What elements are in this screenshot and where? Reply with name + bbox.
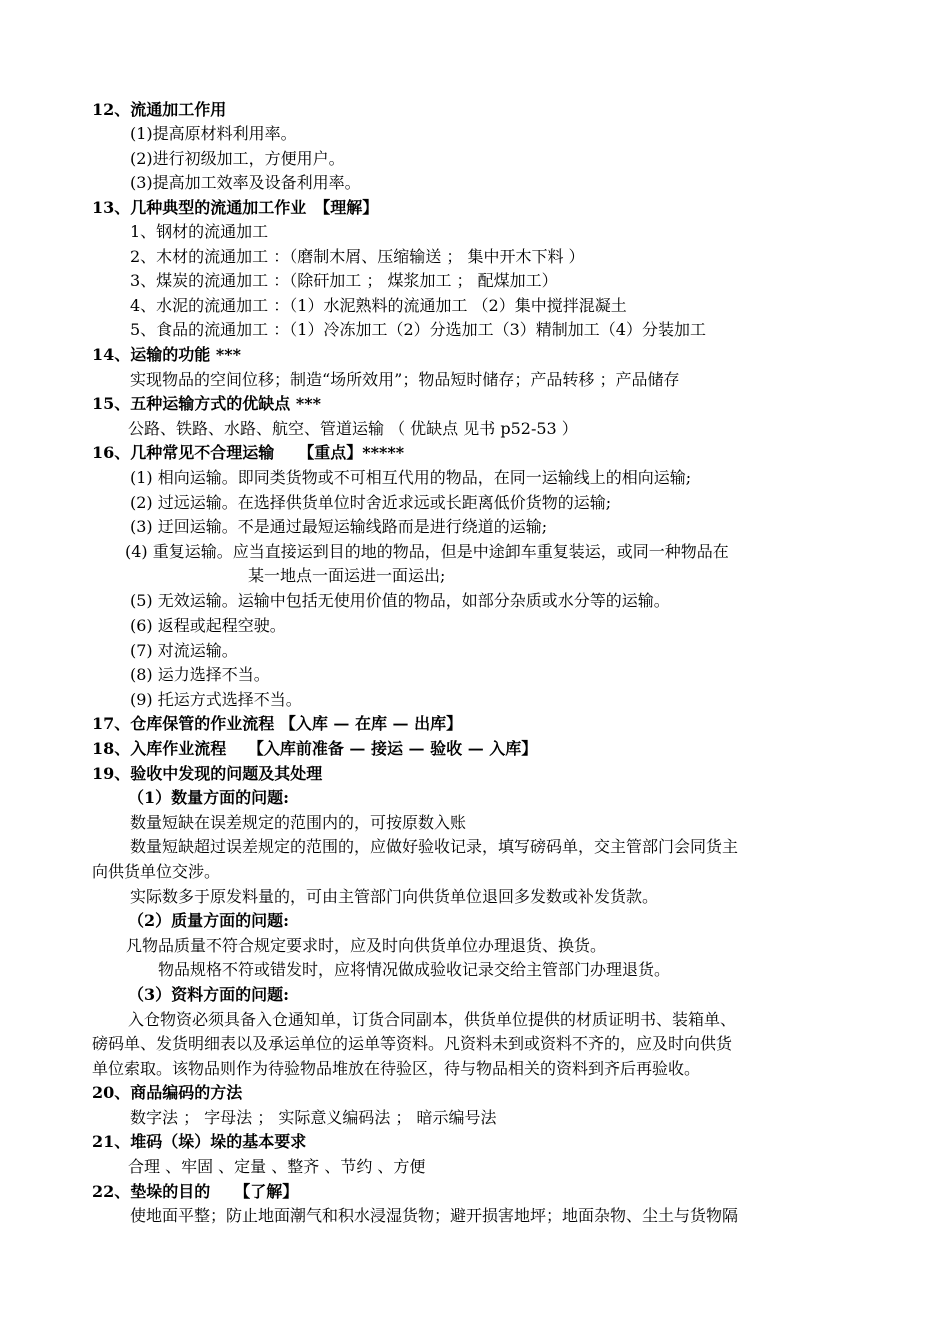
- text-line: (3) 迂回运输。不是通过最短运输线路而是进行绕道的运输;: [130, 517, 548, 536]
- text-line: (1)提高原材料利用率。: [130, 124, 297, 143]
- text-line: 入仓物资必须具备入仓通知单，订货合同副本，供货单位提供的材质证明书、装箱单、: [128, 1010, 737, 1029]
- text-line: (1) 相向运输。即同类货物或不可相互代用的物品，在同一运输线上的相向运输;: [130, 468, 692, 487]
- text-line: (6) 返程或起程空驶。: [130, 616, 286, 635]
- text-line: 2、木材的流通加工 ：（磨制木屑、压缩输送 ； 集中开木下料 ）: [130, 247, 585, 266]
- heading-17: 17、仓库保管的作业流程 【入库 — 在库 — 出库】: [92, 714, 463, 733]
- text-line: 数量短缺超过误差规定的范围的，应做好验收记录，填写磅码单，交主管部门会同货主: [130, 837, 739, 856]
- text-line: 凡物品质量不符合规定要求时，应及时向供货单位办理退货、换货。: [126, 936, 607, 955]
- text-line: 某一地点一面运进一面运出;: [248, 566, 446, 585]
- text-line: (2)进行初级加工，方便用户。: [130, 149, 345, 168]
- text-line: 数量短缺在误差规定的范围内的，可按原数入账: [130, 813, 467, 832]
- text-line: 合理 、牢固 、定量 、整齐 、节约 、方便: [128, 1157, 426, 1176]
- text-line: (9) 托运方式选择不当。: [130, 690, 302, 709]
- text-line: 5、食品的流通加工 ：（1）冷冻加工（2）分选加工（3）精制加工（4）分装加工: [130, 320, 706, 339]
- heading-13: 13、几种典型的流通加工作业 【理解】: [92, 198, 379, 217]
- heading-18: 18、入库作业流程 【入库前准备 — 接运 — 验收 — 入库】: [92, 739, 538, 758]
- heading-19: 19、验收中发现的问题及其处理: [92, 764, 323, 783]
- text-line: 实际数多于原发料量的，可由主管部门向供货单位退回多发数或补发货款。: [130, 887, 659, 906]
- text-line: (5) 无效运输。运输中包括无使用价值的物品，如部分杂质或水分等的运输。: [130, 591, 670, 610]
- heading-16: 16、几种常见不合理运输 【重点】*****: [92, 443, 405, 462]
- text-line: 3、煤炭的流通加工 ：（除矸加工 ； 煤浆加工 ； 配煤加工）: [130, 271, 558, 290]
- subheading-documents: （3）资料方面的问题:: [128, 985, 290, 1004]
- subheading-quantity: （1）数量方面的问题:: [128, 788, 290, 807]
- text-line: 单位索取。该物品则作为待验物品堆放在待验区，待与物品相关的资料到齐后再验收。: [92, 1059, 701, 1078]
- text-line: 4、水泥的流通加工 ：（1）水泥熟料的流通加工 （2）集中搅拌混凝土: [130, 296, 627, 315]
- text-line: 实现物品的空间位移；制造“场所效用”；物品短时储存；产品转移 ；产品储存: [130, 370, 680, 389]
- text-line: 使地面平整；防止地面潮气和积水浸湿货物；避开损害地坪；地面杂物、尘土与货物隔: [130, 1206, 739, 1225]
- text-line: (7) 对流运输。: [130, 641, 238, 660]
- heading-12: 12、流通加工作用: [92, 100, 227, 119]
- text-line: 磅码单、发货明细表以及承运单位的运单等资料。凡资料未到或资料不齐的，应及时向供货: [92, 1034, 733, 1053]
- text-line: 物品规格不符或错发时，应将情况做成验收记录交给主管部门办理退货。: [158, 960, 671, 979]
- text-line: 1、钢材的流通加工: [130, 222, 269, 241]
- text-line: 数字法 ； 字母法 ； 实际意义编码法 ； 暗示编号法: [130, 1108, 497, 1127]
- heading-21: 21、堆码（垛）垛的基本要求: [92, 1132, 307, 1151]
- text-line: (3)提高加工效率及设备利用率。: [130, 173, 361, 192]
- heading-15: 15、五种运输方式的优缺点 ***: [92, 394, 321, 413]
- text-line: (2) 过远运输。在选择供货单位时舍近求远或长距离低价货物的运输;: [130, 493, 612, 512]
- text-line: 向供货单位交涉。: [92, 862, 221, 881]
- text-line: (4) 重复运输。应当直接运到目的地的物品，但是中途卸车重复装运，或同一种物品在: [125, 542, 729, 561]
- heading-20: 20、商品编码的方法: [92, 1083, 243, 1102]
- heading-22: 22、垫垛的目的 【了解】: [92, 1182, 299, 1201]
- subheading-quality: （2）质量方面的问题:: [128, 911, 290, 930]
- heading-14: 14、运输的功能 ***: [92, 345, 241, 364]
- text-line: 公路、铁路、水路、航空、管道运输 （ 优缺点 见书 p52-53 ）: [128, 419, 578, 438]
- text-line: (8) 运力选择不当。: [130, 665, 270, 684]
